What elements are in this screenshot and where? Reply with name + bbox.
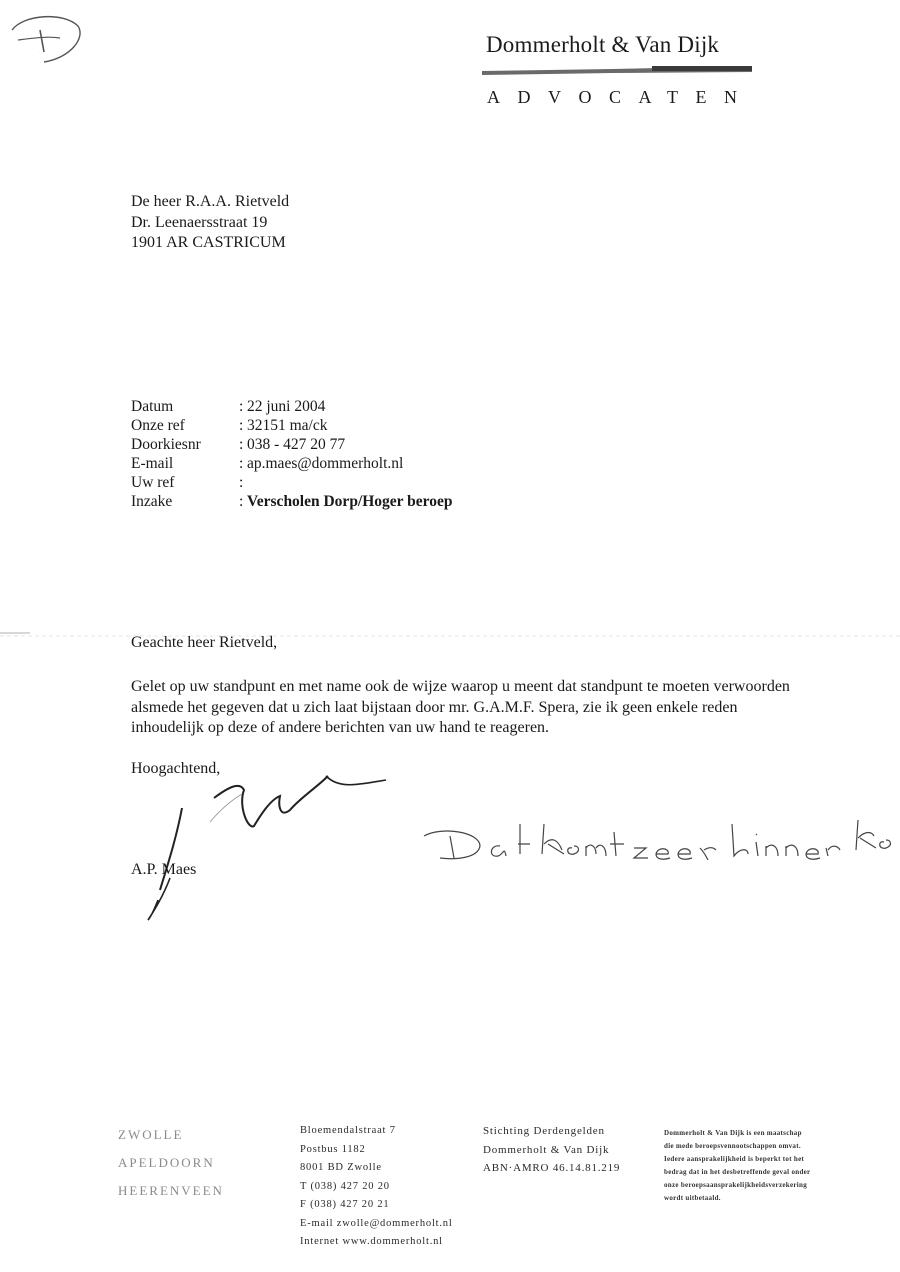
meta-row-subject: Inzake : Verscholen Dorp/Hoger beroep: [131, 493, 453, 510]
address-line: Internet www.dommerholt.nl: [300, 1236, 443, 1247]
address-line: E-mail zwolle@dommerholt.nl: [300, 1217, 453, 1229]
foundation-line: ABN·AMRO 46.14.81.219: [483, 1162, 621, 1174]
meta-label: Uw ref: [131, 474, 175, 491]
meta-label: Onze ref: [131, 417, 185, 434]
signer-name: A.P. Maes: [131, 861, 197, 878]
meta-row-direct-line: Doorkiesnr : 038 - 427 20 77: [131, 436, 346, 453]
legal-disclaimer: [664, 1127, 810, 1205]
meta-value: ap.maes@dommerholt.nl: [247, 455, 404, 472]
meta-row-our-ref: Onze ref : 32151 ma/ck: [131, 417, 328, 434]
recipient-city: 1901 AR CASTRICUM: [131, 234, 286, 251]
firm-subtitle: ADVOCATEN: [487, 87, 755, 107]
salutation: Geachte heer Rietveld,: [131, 634, 278, 651]
handwritten-note: [420, 810, 900, 880]
disclaimer-line: die mede beroepsvennootschappen omvat.: [664, 1142, 801, 1150]
disclaimer-line: Iedere aansprakelijkheid is beperkt tot het: [664, 1155, 805, 1163]
meta-value: 32151 ma/ck: [247, 417, 328, 434]
meta-value: Verscholen Dorp/Hoger beroep: [247, 493, 453, 510]
reference-block: [131, 397, 453, 511]
meta-row-date: Datum : 22 juni 2004: [131, 398, 326, 415]
meta-value: 22 juni 2004: [247, 398, 326, 415]
address-line: T (038) 427 20 20: [300, 1180, 390, 1192]
office-city: APELDOORN: [118, 1155, 215, 1170]
office-locations: [118, 1121, 224, 1205]
recipient-name: De heer R.A.A. Rietveld: [131, 193, 290, 210]
address-line: F (038) 427 20 21: [300, 1199, 390, 1210]
closing: Hoogachtend,: [131, 760, 221, 777]
meta-value: 038 - 427 20 77: [247, 436, 346, 453]
svg-text:1: 1: [38, 52, 39, 53]
address-line: Postbus 1182: [300, 1143, 366, 1155]
recipient-address: [131, 192, 289, 254]
handwritten-page-number: [4, 8, 86, 68]
address-line: Bloemendalstraat 7: [300, 1125, 396, 1136]
meta-row-email: E-mail : ap.maes@dommerholt.nl: [131, 455, 404, 472]
foundation-info: [483, 1122, 620, 1178]
svg-text:Dat komt zeer binnen kort.: Dat komt zeer binnen kort.: [420, 856, 434, 857]
meta-label: E-mail: [131, 455, 174, 472]
meta-label: Doorkiesnr: [131, 436, 201, 453]
meta-label: Datum: [131, 398, 174, 415]
foundation-line: Stichting Derdengelden: [483, 1125, 605, 1137]
firm-name: Dommerholt & Van Dijk: [486, 32, 720, 57]
recipient-street: Dr. Leenaersstraat 19: [131, 213, 268, 231]
disclaimer-line: onze beroepsaansprakelijkheidsverzekering: [664, 1181, 808, 1189]
office-address: [300, 1122, 453, 1252]
office-city: HEERENVEEN: [118, 1183, 224, 1198]
disclaimer-line: wordt uitbetaald.: [664, 1194, 721, 1202]
address-line: 8001 BD Zwolle: [300, 1162, 382, 1173]
office-city: ZWOLLE: [118, 1127, 184, 1142]
disclaimer-line: Dommerholt & Van Dijk is een maatschap: [664, 1129, 802, 1137]
letterhead-rule: [482, 64, 752, 76]
meta-label: Inzake: [131, 493, 173, 510]
signature: [130, 760, 400, 930]
disclaimer-line: bedrag dat in het desbetreffende geval onder: [664, 1168, 811, 1176]
foundation-line: Dommerholt & Van Dijk: [483, 1143, 610, 1156]
meta-row-your-ref: Uw ref :: [131, 474, 244, 491]
letter-body: Gelet op uw standpunt en met name ook de wijze waarop u meent dat standpunt te moeten verwoorden alsmede het gegeven dat u zich laat bijstaan door mr. G.A.M.F. Spera, zie ik geen enkele reden inhoudelijk op deze of andere berichten van uw hand te reageren.: [131, 678, 790, 736]
